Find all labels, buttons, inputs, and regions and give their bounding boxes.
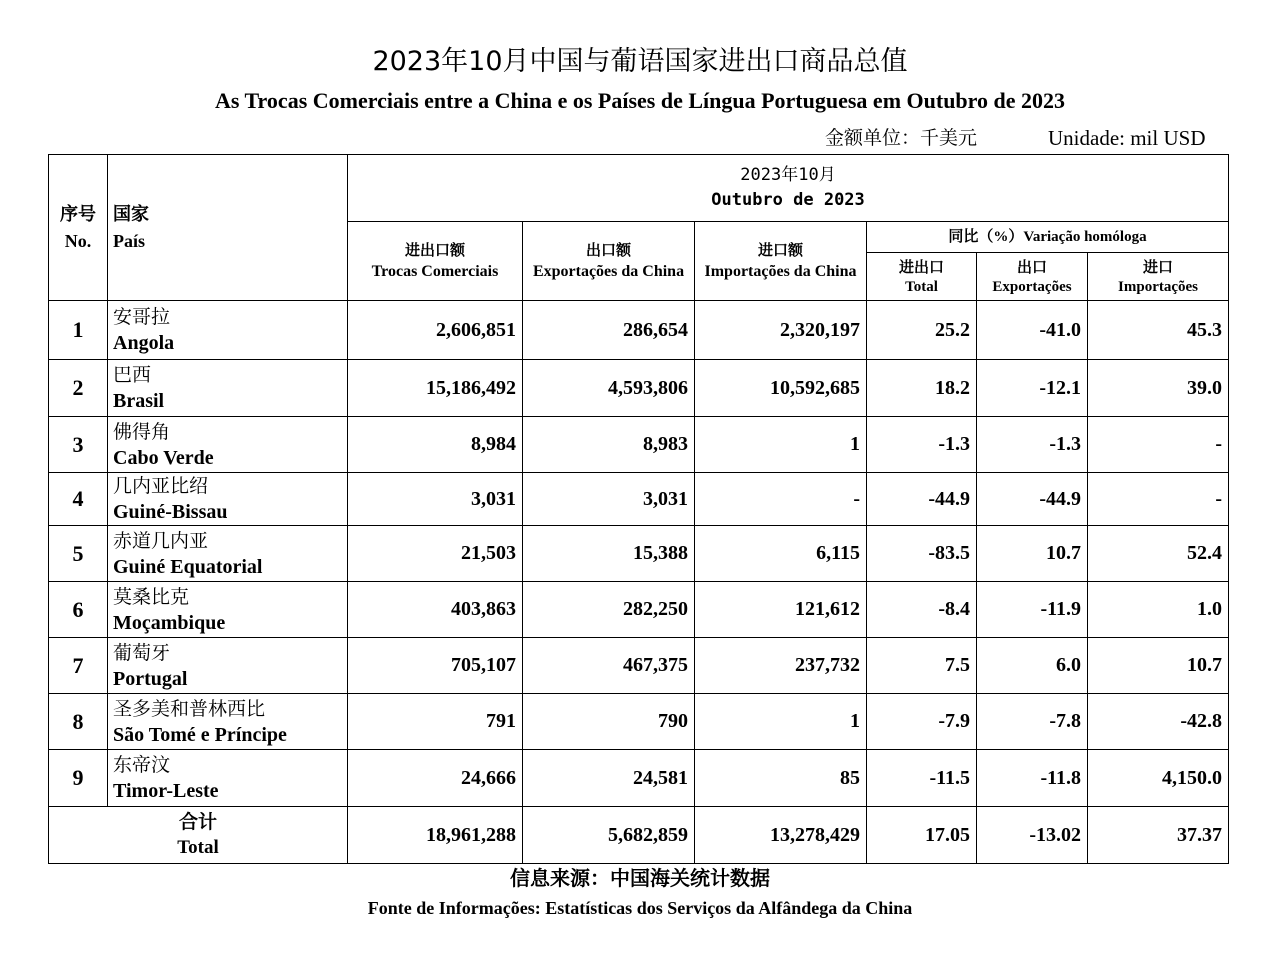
total-row [49, 807, 1229, 864]
page-title-chinese: 2023年10月中国与葡语国家进出口商品总值 [372, 46, 908, 77]
header-yoy-imports-zh: 进口 [1143, 257, 1174, 276]
cell-imports: 10,592,685 [695, 360, 867, 417]
cell-yoy-exp: -41.0 [977, 301, 1088, 360]
cell-yoy-exp: -11.8 [977, 750, 1088, 807]
header-exports-zh: 出口额 [585, 241, 631, 259]
table-row [49, 301, 1229, 360]
country-name-pt: Guiné Equatorial [113, 555, 263, 578]
row-number: 6 [49, 582, 108, 638]
row-number: 9 [49, 750, 108, 807]
table-row [49, 526, 1229, 582]
cell-yoy-total: -11.5 [867, 750, 977, 807]
country-name-pt: Moçambique [113, 611, 226, 634]
header-no-zh: 序号 [60, 203, 96, 225]
trade-table [48, 154, 1229, 864]
cell-yoy-total: 18.2 [867, 360, 977, 417]
unit-label-portuguese: Unidade: mil USD [1048, 126, 1206, 150]
cell-yoy-exp: -7.8 [977, 694, 1088, 750]
country-cell [108, 360, 348, 417]
country-name-zh: 佛得角 [113, 420, 171, 443]
cell-yoy-total: 7.5 [867, 638, 977, 694]
header-yoy-total-pt: Total [905, 278, 938, 295]
header-yoy-exports-pt: Exportações [992, 278, 1072, 295]
header-country [108, 155, 348, 301]
country-name-zh: 东帝汶 [113, 754, 171, 776]
cell-trade: 21,503 [348, 526, 523, 582]
header-trade [348, 222, 523, 301]
cell-trade: 2,606,851 [348, 301, 523, 360]
cell-imports: 237,732 [695, 638, 867, 694]
country-name-pt: Brasil [113, 390, 165, 412]
cell-trade: 403,863 [348, 582, 523, 638]
header-yoy-total-zh: 进出口 [898, 257, 944, 276]
cell-trade: 24,666 [348, 750, 523, 807]
table-row [49, 417, 1229, 473]
header-imports-zh: 进口额 [757, 241, 803, 259]
header-period-pt: Outubro de 2023 [711, 190, 865, 210]
cell-exports: 286,654 [523, 301, 695, 360]
header-exports [523, 222, 695, 301]
country-cell [108, 526, 348, 582]
cell-yoy-imp: 1.0 [1088, 582, 1229, 638]
row-number: 2 [49, 360, 108, 417]
country-name-pt: Timor-Leste [113, 780, 219, 802]
country-cell [108, 417, 348, 473]
cell-trade: 705,107 [348, 638, 523, 694]
cell-imports: 1 [695, 694, 867, 750]
cell-yoy-imp: 4,150.0 [1088, 750, 1229, 807]
page-title-portuguese: As Trocas Comerciais entre a China e os Países de Língua Portuguesa em Outubro de 2023 [214, 88, 1066, 113]
cell-yoy-imp: 39.0 [1088, 360, 1229, 417]
total-label [49, 807, 348, 864]
table-row [49, 750, 1229, 807]
header-country-pt: País [113, 230, 146, 251]
table-body [49, 155, 1229, 864]
header-trade-zh: 进出口额 [404, 241, 465, 259]
table-row [49, 360, 1229, 417]
total-yoy-imp: 37.37 [1088, 807, 1229, 864]
cell-exports: 467,375 [523, 638, 695, 694]
total-yoy-exp: -13.02 [977, 807, 1088, 864]
country-cell [108, 473, 348, 526]
country-name-pt: Angola [113, 332, 175, 354]
cell-imports: 121,612 [695, 582, 867, 638]
table-row [49, 582, 1229, 638]
header-yoy-imports-pt: Importações [1118, 278, 1198, 295]
cell-exports: 24,581 [523, 750, 695, 807]
cell-yoy-total: -1.3 [867, 417, 977, 473]
country-name-zh: 赤道几内亚 [113, 529, 209, 552]
cell-yoy-total: 25.2 [867, 301, 977, 360]
table-row [49, 694, 1229, 750]
country-name-pt: São Tomé e Príncipe [113, 723, 287, 746]
cell-yoy-exp: -1.3 [977, 417, 1088, 473]
cell-yoy-imp: 45.3 [1088, 301, 1229, 360]
header-yoy-label: 同比（%）Variação homóloga [948, 229, 1147, 245]
cell-imports: 85 [695, 750, 867, 807]
country-cell [108, 694, 348, 750]
unit-label-chinese: 金额单位：千美元 [825, 127, 978, 149]
source-chinese: 信息来源：中国海关统计数据 [510, 866, 770, 890]
total-yoy-total: 17.05 [867, 807, 977, 864]
total-trade: 18,961,288 [348, 807, 523, 864]
header-yoy-imports [1088, 253, 1229, 301]
cell-yoy-total: -44.9 [867, 473, 977, 526]
country-cell [108, 750, 348, 807]
row-number: 3 [49, 417, 108, 473]
header-yoy-exports [977, 253, 1088, 301]
header-trade-pt: Trocas Comerciais [371, 263, 499, 280]
cell-yoy-exp: -44.9 [977, 473, 1088, 526]
country-name-zh: 安哥拉 [113, 306, 171, 328]
cell-exports: 3,031 [523, 473, 695, 526]
cell-imports: - [695, 473, 867, 526]
row-number: 4 [49, 473, 108, 526]
cell-trade: 15,186,492 [348, 360, 523, 417]
country-name-pt: Cabo Verde [113, 446, 214, 469]
country-name-zh: 几内亚比绍 [113, 475, 209, 497]
cell-yoy-total: -8.4 [867, 582, 977, 638]
cell-imports: 6,115 [695, 526, 867, 582]
header-row-period [49, 155, 1229, 222]
table-row [49, 638, 1229, 694]
cell-yoy-imp: -42.8 [1088, 694, 1229, 750]
total-label-pt: Total [177, 837, 219, 858]
country-name-zh: 葡萄牙 [113, 641, 171, 664]
header-yoy-total [867, 253, 977, 301]
row-number: 1 [49, 301, 108, 360]
cell-yoy-imp: 52.4 [1088, 526, 1229, 582]
cell-imports: 1 [695, 417, 867, 473]
cell-yoy-imp: - [1088, 417, 1229, 473]
cell-yoy-exp: 10.7 [977, 526, 1088, 582]
row-number: 5 [49, 526, 108, 582]
cell-trade: 8,984 [348, 417, 523, 473]
cell-imports: 2,320,197 [695, 301, 867, 360]
header-exports-pt: Exportações da China [532, 263, 685, 280]
cell-exports: 8,983 [523, 417, 695, 473]
total-imports: 13,278,429 [695, 807, 867, 864]
cell-yoy-total: -83.5 [867, 526, 977, 582]
cell-yoy-imp: - [1088, 473, 1229, 526]
cell-trade: 791 [348, 694, 523, 750]
header-imports [695, 222, 867, 301]
country-cell [108, 301, 348, 360]
country-cell [108, 638, 348, 694]
header-imports-pt: Importações da China [704, 263, 857, 280]
header-no-pt: No. [64, 230, 92, 251]
country-name-zh: 莫桑比克 [113, 585, 190, 608]
cell-yoy-exp: -11.9 [977, 582, 1088, 638]
cell-exports: 15,388 [523, 526, 695, 582]
header-yoy-exports-zh: 出口 [1016, 257, 1047, 276]
cell-exports: 4,593,806 [523, 360, 695, 417]
header-period-zh: 2023年10月 [740, 165, 836, 185]
cell-exports: 282,250 [523, 582, 695, 638]
header-country-zh: 国家 [113, 203, 149, 225]
row-number: 7 [49, 638, 108, 694]
total-exports: 5,682,859 [523, 807, 695, 864]
cell-trade: 3,031 [348, 473, 523, 526]
source-portuguese: Fonte de Informações: Estatísticas dos Serviços da Alfândega da China [367, 898, 913, 918]
country-name-pt: Portugal [113, 667, 188, 690]
cell-yoy-total: -7.9 [867, 694, 977, 750]
header-period [348, 155, 1229, 222]
cell-exports: 790 [523, 694, 695, 750]
row-number: 8 [49, 694, 108, 750]
country-name-zh: 圣多美和普林西比 [113, 697, 266, 720]
header-yoy [867, 222, 1229, 253]
header-no [49, 155, 108, 301]
country-cell [108, 582, 348, 638]
country-name-zh: 巴西 [113, 364, 152, 386]
table-row [49, 473, 1229, 526]
cell-yoy-exp: 6.0 [977, 638, 1088, 694]
cell-yoy-exp: -12.1 [977, 360, 1088, 417]
country-name-pt: Guiné-Bissau [113, 501, 228, 523]
cell-yoy-imp: 10.7 [1088, 638, 1229, 694]
total-label-zh: 合计 [178, 811, 217, 833]
